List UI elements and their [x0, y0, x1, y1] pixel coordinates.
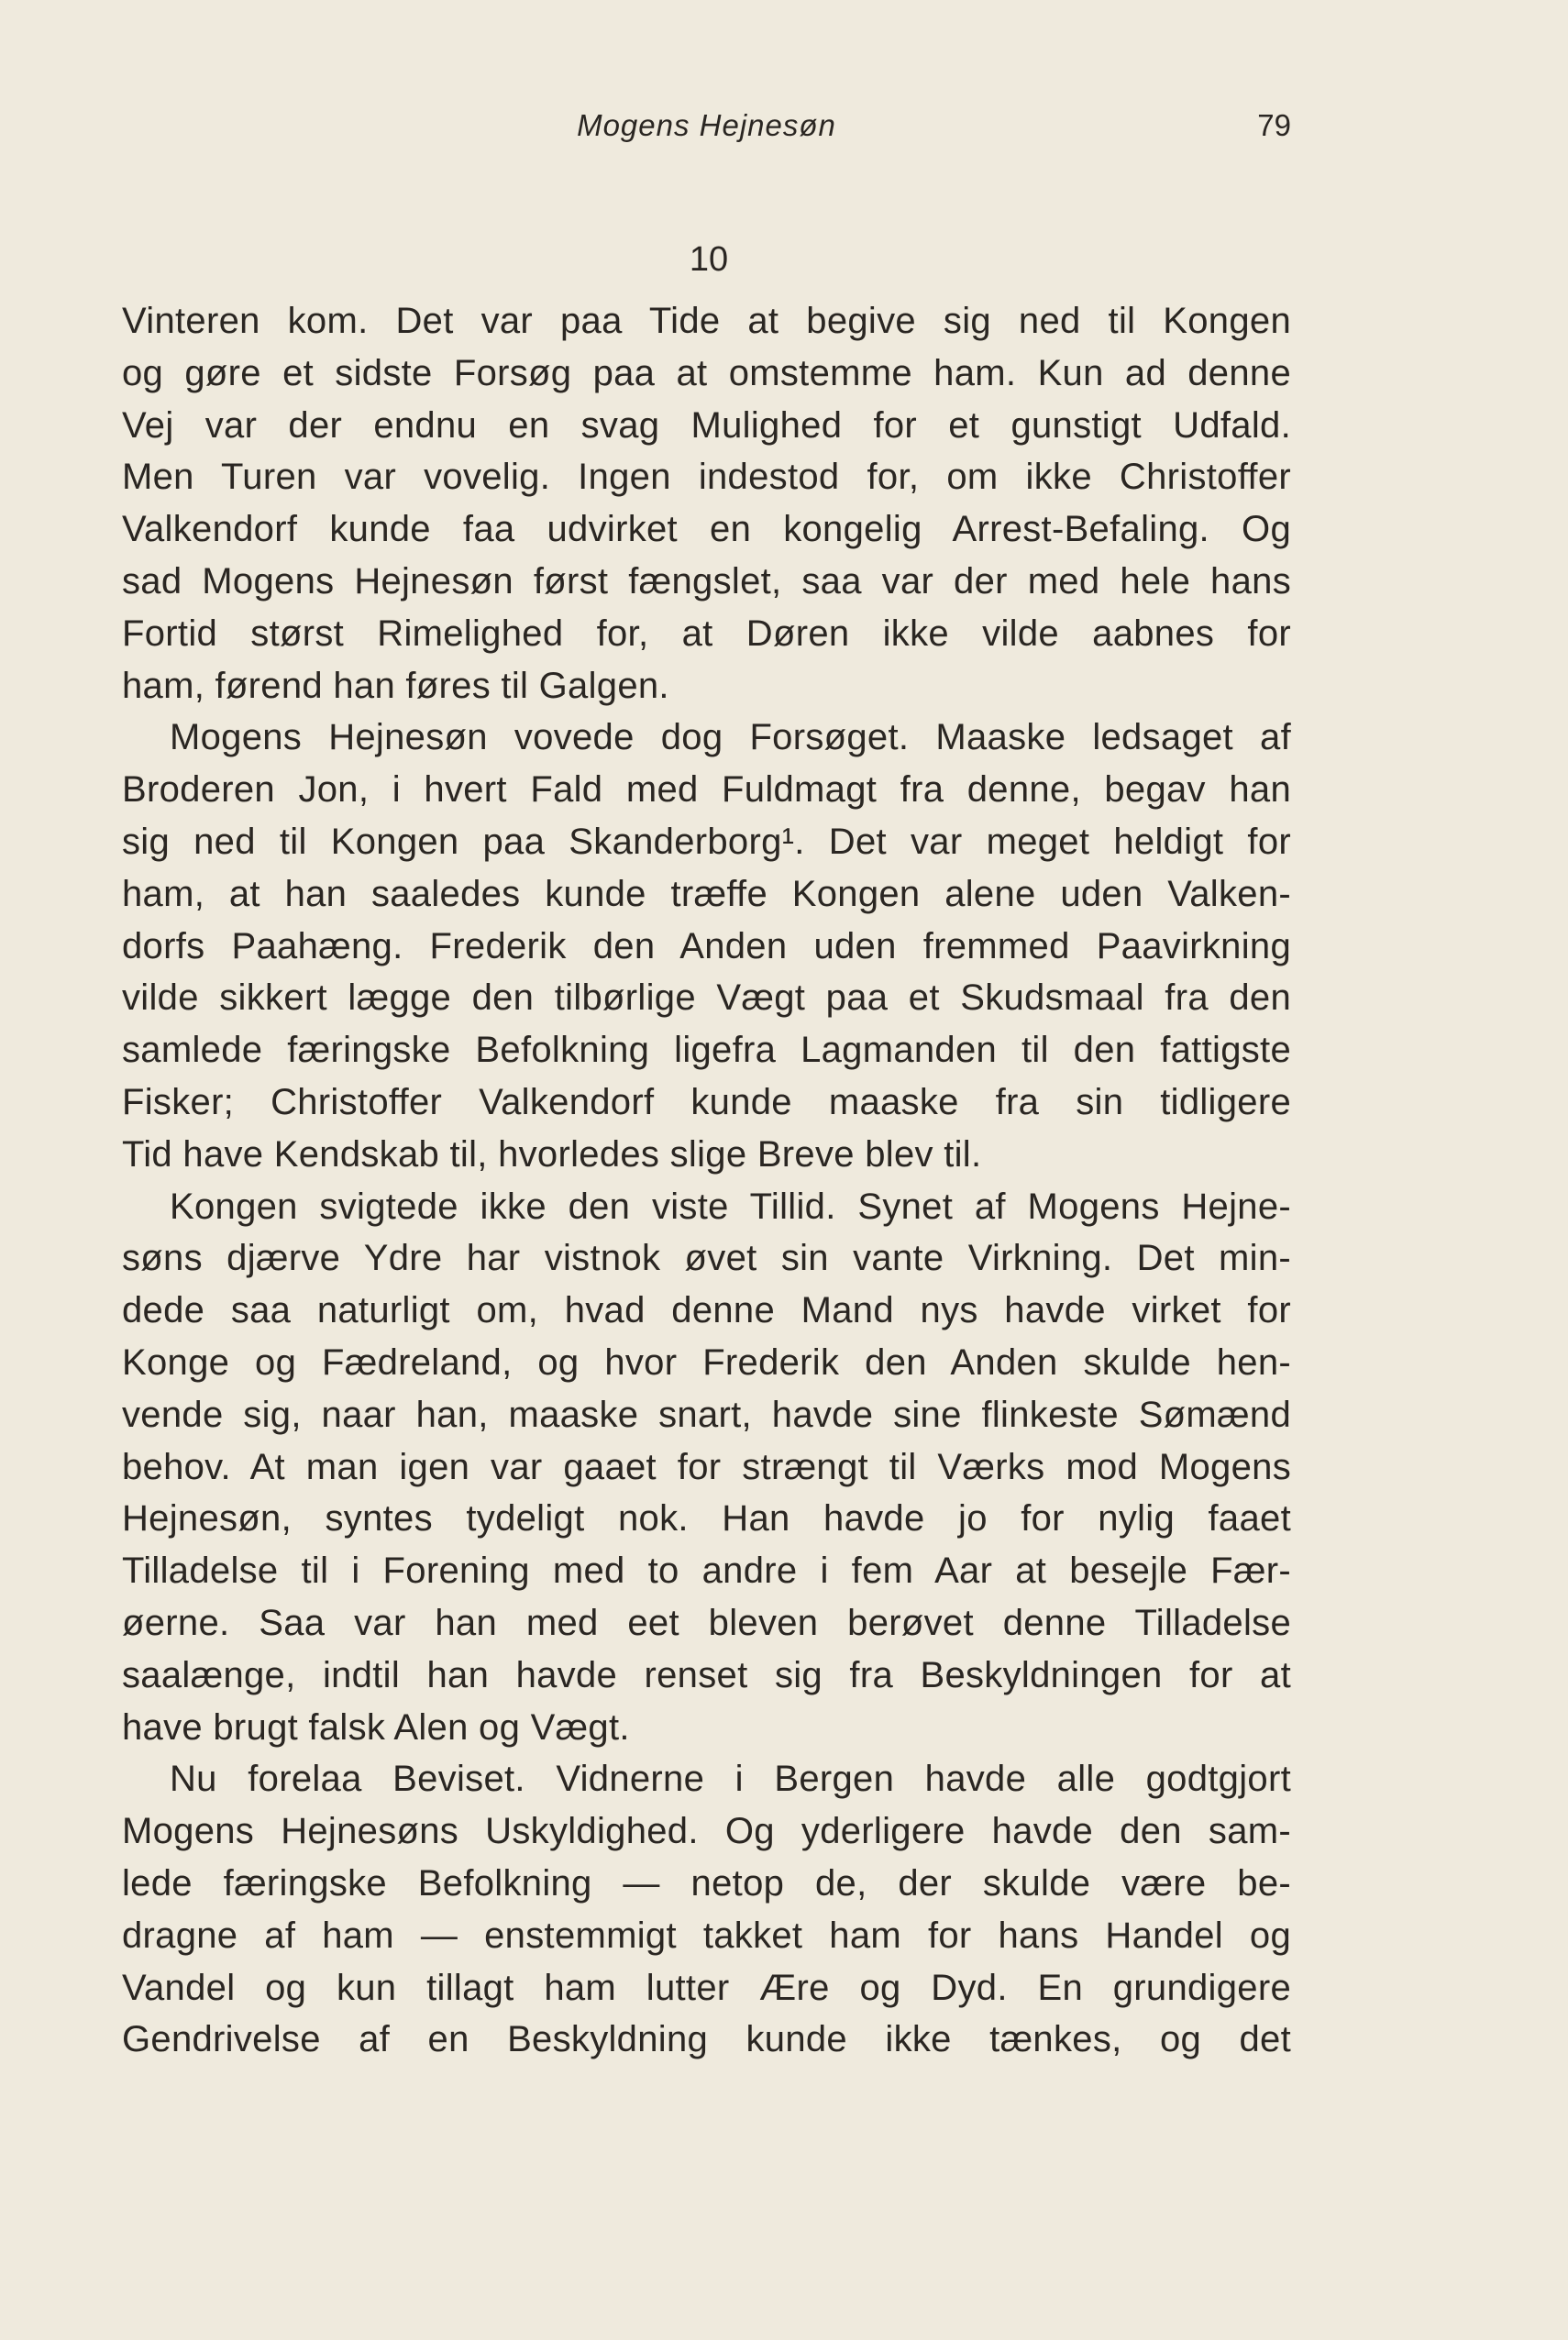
- paragraph: [122, 295, 1291, 712]
- text-line: vende sig, naar han, maaske snart, havde sine flinkeste Sømænd: [122, 1394, 1291, 1435]
- text-line: Mogens Hejnesøn vovede dog Forsøget. Maaske ledsaget af: [170, 717, 1291, 758]
- text-line: og gøre et sidste Forsøg paa at omstemme ham. Kun ad denne: [122, 352, 1291, 393]
- text-line: lede færingske Befolkning — netop de, der skulde være be-: [122, 1862, 1291, 1904]
- text-line: Tilladelse til i Forening med to andre i fem Aar at besejle Fær-: [122, 1551, 1291, 1592]
- text-line: øerne. Saa var han med eet bleven berøvet denne Tilladelse: [122, 1602, 1291, 1643]
- paragraph: [122, 1181, 1291, 1754]
- text-line: sig ned til Kongen paa Skanderborg¹. Det var meget heldigt for: [122, 821, 1291, 862]
- text-line: dede saa naturligt om, hvad denne Mand nys havde virket for: [122, 1290, 1291, 1331]
- text-line: Valkendorf kunde faa udvirket en kongelig Arrest-Befaling. Og: [122, 509, 1291, 550]
- text-line: Vandel og kun tillagt ham lutter Ære og Dyd. En grundigere: [122, 1967, 1291, 2008]
- chapter-number: 10: [689, 240, 729, 279]
- text-line: samlede færingske Befolkning ligefra Lagmanden til den fattigste: [122, 1030, 1291, 1071]
- paragraph: [122, 712, 1291, 1180]
- text-line: vilde sikkert lægge den tilbørlige Vægt paa et Skudsmaal fra den: [122, 977, 1291, 1019]
- text-line: Fortid størst Rimelighed for, at Døren ikke vilde aabnes for: [122, 613, 1291, 654]
- text-line: Konge og Fædreland, og hvor Frederik den Anden skulde hen-: [122, 1341, 1291, 1383]
- text-line: ham, at han saaledes kunde træffe Kongen alene uden Valken-: [122, 873, 1291, 914]
- text-line: sad Mogens Hejnesøn først fængslet, saa var der med hele hans: [122, 560, 1291, 602]
- text-line: dragne af ham — enstemmigt takket ham for hans Handel og: [122, 1915, 1291, 1956]
- text-line: Hejnesøn, syntes tydeligt nok. Han havde jo for nylig faaet: [122, 1498, 1291, 1540]
- running-head: [122, 108, 1291, 154]
- text-line: Fisker; Christoffer Valkendorf kunde maaske fra sin tidligere: [122, 1081, 1291, 1122]
- text-line: Vinteren kom. Det var paa Tide at begive sig ned til Kongen: [122, 301, 1291, 341]
- text-line: Broderen Jon, i hvert Fald med Fuldmagt fra denne, begav han: [122, 769, 1291, 811]
- text-line: Nu forelaa Beviset. Vidnerne i Bergen havde alle godtgjort: [170, 1759, 1291, 1800]
- text-line: have brugt falsk Alen og Vægt.: [122, 1706, 630, 1748]
- running-title: Mogens Hejnesøn: [577, 108, 836, 142]
- text-line: ham, førend han føres til Galgen.: [122, 665, 669, 706]
- text-line: Tid have Kendskab til, hvorledes slige Breve blev til.: [122, 1133, 982, 1175]
- text-line: søns djærve Ydre har vistnok øvet sin vante Virkning. Det min-: [122, 1238, 1291, 1279]
- text-line: Vej var der endnu en svag Mulighed for et gunstigt Udfald.: [122, 404, 1291, 446]
- text-line: Mogens Hejnesøns Uskyldighed. Og yderligere havde den sam-: [122, 1811, 1291, 1852]
- text-line: Gendrivelse af en Beskyldning kunde ikke tænkes, og det: [122, 2019, 1291, 2060]
- text-line: saalænge, indtil han havde renset sig fra Beskyldningen for at: [122, 1654, 1291, 1695]
- text-line: Kongen svigtede ikke den viste Tillid. Synet af Mogens Hejne-: [170, 1186, 1291, 1227]
- body-text: [122, 295, 1291, 2066]
- text-line: Men Turen var vovelig. Ingen indestod for, om ikke Christoffer: [122, 457, 1291, 498]
- text-line: behov. At man igen var gaaet for strængt til Værks mod Mogens: [122, 1446, 1291, 1487]
- text-line: dorfs Paahæng. Frederik den Anden uden fremmed Paavirkning: [122, 925, 1291, 966]
- paragraph: [122, 1753, 1291, 2066]
- page-number: 79: [1257, 108, 1291, 142]
